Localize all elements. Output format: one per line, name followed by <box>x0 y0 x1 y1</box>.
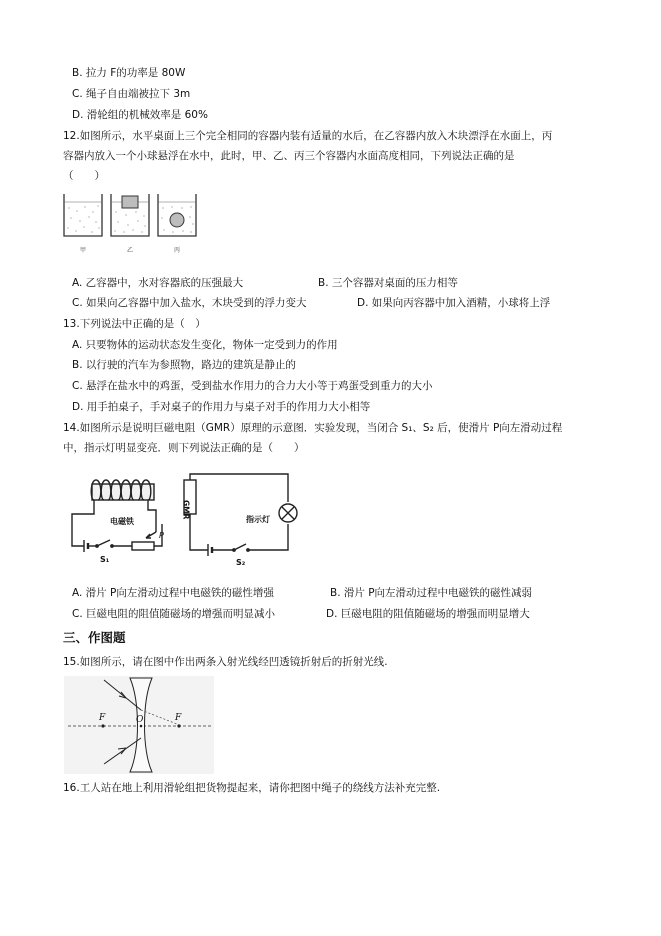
q12-containers-figure <box>60 190 200 258</box>
f-left-label: F <box>99 713 106 723</box>
q12-option-b: B. 三个容器对桌面的压力相等 <box>318 277 458 289</box>
container-yi <box>111 194 149 236</box>
container-bing <box>158 194 196 236</box>
q12-answer-paren: （ ） <box>63 170 105 182</box>
q12-option-a: A. 乙容器中，水对容器底的压强最大 <box>72 277 244 289</box>
label-bing: 丙 <box>173 247 181 254</box>
q13-option-d: D. 用手拍桌子，手对桌子的作用力与桌子对手的作用力大小相等 <box>72 401 371 413</box>
focal-point-right <box>177 724 180 727</box>
label-yi: 乙 <box>126 247 134 254</box>
electromagnet-label: 电磁铁 <box>110 517 134 526</box>
q14-option-b: B. 滑片 P向左滑动过程中电磁铁的磁性减弱 <box>330 587 533 599</box>
q14-option-a: A. 滑片 P向左滑动过程中电磁铁的磁性增强 <box>72 587 274 599</box>
q13-option-b: B. 以行驶的汽车为参照物，路边的建筑是静止的 <box>72 359 296 371</box>
wood-block <box>122 196 138 208</box>
section-title: 三、作图题 <box>63 630 126 645</box>
q12-option-d: D. 如果向丙容器中加入酒精，小球将上浮 <box>357 297 551 309</box>
f-right-label: F <box>175 713 182 723</box>
o-label: O <box>136 715 144 725</box>
q14-gmr-circuit-figure <box>66 470 306 570</box>
q16-stem: 16.工人站在地上利用滑轮组把货物提起来，请你把图中绳子的绕线方法补充完整. <box>63 782 441 794</box>
q15-concave-lens-figure <box>64 676 214 774</box>
q14-stem-line2: 中，指示灯明显变亮．则下列说法正确的是（ ） <box>63 442 305 454</box>
q13-option-c: C. 悬浮在盐水中的鸡蛋，受到盐水作用力的合力大小等于鸡蛋受到重力的大小 <box>72 380 433 392</box>
left-circuit-wire-2 <box>148 500 156 532</box>
small-ball <box>170 213 184 227</box>
q11-option-d: D. 滑轮组的机械效率是 60% <box>72 109 208 121</box>
s2-label: S₂ <box>236 558 246 567</box>
q12-stem-line2: 容器内放入一个小球悬浮在水中，此时，甲、乙、丙三个容器内水面高度相同，下列说法正确的是 <box>63 150 515 162</box>
q14-stem-line1: 14.如图所示是说明巨磁电阻（GMR）原理的示意图．实验发现，当闭合 S₁、S₂ 后，使滑片 P向左滑动过程 <box>63 422 563 434</box>
switch-s1 <box>97 540 110 546</box>
q13-stem: 13.下列说法中正确的是（ ） <box>63 318 206 330</box>
q12-option-c: C. 如果向乙容器中加入盐水，木块受到的浮力变大 <box>72 297 307 309</box>
focal-point-left <box>101 724 104 727</box>
gmr-label: GMR <box>181 500 191 520</box>
q14-option-c: C. 巨磁电阻的阻值随磁场的增强而明显减小 <box>72 608 276 620</box>
q14-option-d: D. 巨磁电阻的阻值随磁场的增强而明显增大 <box>326 608 530 620</box>
p-label: P <box>159 531 164 540</box>
rheostat <box>132 542 154 550</box>
q15-stem: 15.如图所示，请在图中作出两条入射光线经凹透镜折射后的折射光线. <box>63 656 388 668</box>
switch-s2 <box>234 544 246 550</box>
lamp-label: 指示灯 <box>246 515 270 524</box>
q12-stem-line1: 12.如图所示，水平桌面上三个完全相同的容器内装有适量的水后，在乙容器内放入木块漂浮在水面上，丙 <box>63 130 553 142</box>
q13-option-a: A. 只要物体的运动状态发生变化，物体一定受到力的作用 <box>72 339 338 351</box>
q11-option-b: B. 拉力 F的功率是 80W <box>72 67 186 79</box>
left-circuit-wire-1 <box>72 500 94 546</box>
q11-option-c: C. 绳子自由端被拉下 3m <box>72 88 191 100</box>
container-jia <box>64 194 102 236</box>
label-jia: 甲 <box>79 247 87 254</box>
s1-label: S₁ <box>100 555 110 564</box>
optical-center <box>140 725 143 728</box>
